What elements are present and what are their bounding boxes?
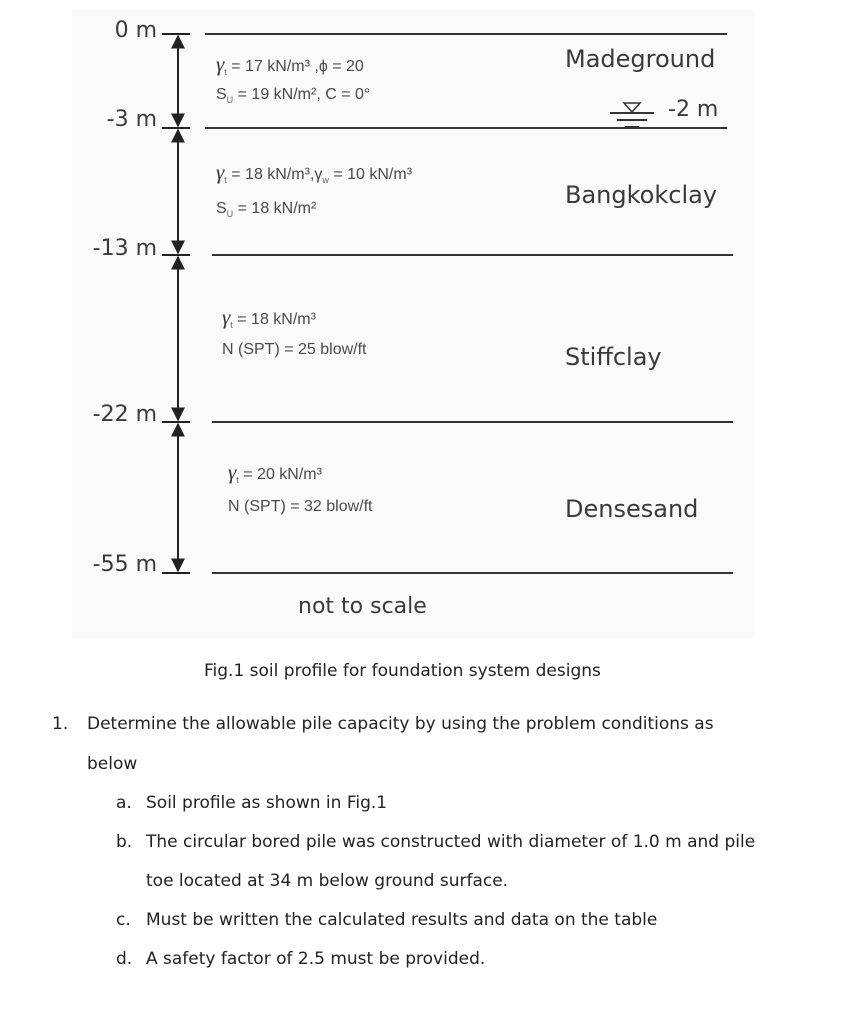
water-table-icon: [610, 103, 654, 127]
layer2-props-line2: $S_U = 18$ kN/m²: [216, 200, 317, 220]
depth-label-3m: -3 m: [106, 107, 157, 132]
depth-label-55m: -55 m: [92, 552, 157, 577]
gamma-symbol: γ: [216, 160, 225, 184]
layer1-props-line1: $\gamma_t = 17$ kN/m³ ,ϕ = 20: [216, 52, 364, 78]
layer3-props-line1: $\gamma_t = 18$ kN/m³: [222, 305, 316, 331]
item-a-text: Soil profile as shown in Fig.1: [146, 793, 388, 813]
item-marker-a: a.: [116, 793, 132, 813]
layer4-props-line1: $\gamma_t = 20$ kN/m³: [228, 460, 322, 486]
gamma-symbol: γ: [222, 305, 231, 329]
figure-caption: Fig.1 soil profile for foundation system designs: [204, 661, 601, 681]
gamma-symbol: γ: [228, 460, 237, 484]
item-c-text: Must be written the calculated results and data on the table: [146, 910, 658, 930]
depth-label-22m: -22 m: [92, 402, 157, 427]
layer1-props-line2: $S_U = 19$ kN/m², C = 0°: [216, 86, 371, 106]
item-b-text-line1: The circular bored pile was constructed with diameter of 1.0 m and pile: [146, 832, 756, 852]
water-table-depth: -2 m: [668, 97, 719, 122]
question-text-line1: Determine the allowable pile capacity by using the problem conditions as: [87, 714, 714, 734]
soil-name-stiffclay: Stiffclay: [565, 343, 662, 371]
soil-name-madeground: Madeground: [565, 45, 716, 73]
depth-label-13m: -13 m: [92, 236, 157, 261]
layer3-props-line2: N (SPT) = 25 blow/ft: [222, 341, 367, 358]
layer2-props-line1: $\gamma_t = 18$ $kN/m^3,\gamma_w = 10$ kN/m³: [216, 160, 413, 186]
soil-name-bangkokclay: Bangkokclay: [565, 181, 718, 209]
question-number: 1.: [52, 714, 69, 734]
soil-name-densesand: Densesand: [565, 495, 699, 523]
item-d-text: A safety factor of 2.5 must be provided.: [146, 949, 486, 969]
scale-note: not to scale: [298, 594, 427, 619]
layer4-props-line2: N (SPT) = 32 blow/ft: [228, 498, 373, 515]
item-marker-d: d.: [116, 949, 133, 969]
depth-label-0m: 0 m: [114, 18, 157, 43]
gamma-symbol: γ: [216, 52, 225, 76]
item-b-text-line2: toe located at 34 m below ground surface.: [146, 871, 509, 891]
question-text-line2: below: [87, 754, 138, 774]
item-marker-b: b.: [116, 832, 133, 852]
item-marker-c: c.: [116, 910, 131, 930]
